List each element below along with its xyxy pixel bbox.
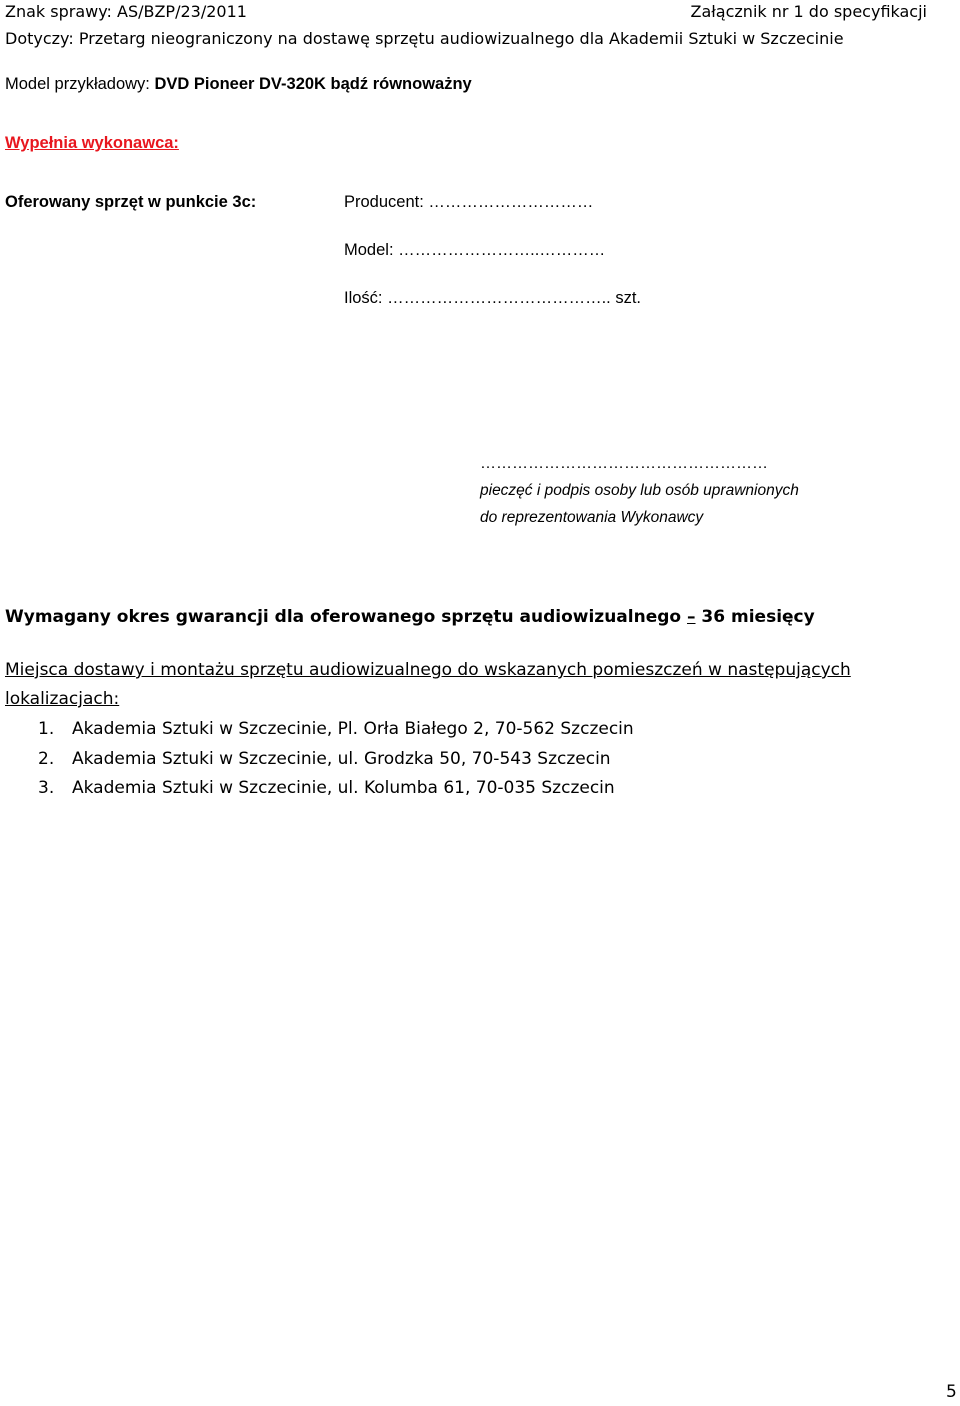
- warranty-dash: –: [687, 607, 696, 627]
- model-field: Model: ……………………..…………: [344, 241, 606, 259]
- example-model-prefix: Model przykładowy:: [5, 75, 155, 93]
- list-item-text: Akademia Sztuki w Szczecinie, ul. Grodzka 50, 70-543 Szczecin: [72, 748, 611, 769]
- attachment-label: Załącznik nr 1 do specyfikacji: [690, 2, 927, 21]
- quantity-field: Ilość: ………………………………….. szt.: [344, 289, 642, 307]
- locations-list: [38, 715, 634, 804]
- tender-subject: Dotyczy: Przetarg nieograniczony na dostawę sprzętu audiowizualnego dla Akademii Sztuki w Szczecinie: [5, 29, 844, 48]
- list-item-number: 3.: [38, 778, 55, 798]
- signature-line: ………………………………………………: [480, 455, 768, 472]
- warranty-text: Wymagany okres gwarancji dla oferowanego sprzętu audiowizualnego: [5, 607, 688, 627]
- contractor-fill-label: Wypełnia wykonawca:: [5, 134, 179, 152]
- warranty-months: 36 miesięcy: [695, 607, 815, 627]
- producer-field: Producent: …………………………: [344, 193, 594, 211]
- example-model-name: DVD Pioneer DV-320K bądź równoważny: [154, 75, 472, 93]
- list-item-text: Akademia Sztuki w Szczecinie, Pl. Orła Białego 2, 70-562 Szczecin: [72, 719, 634, 739]
- list-item: [38, 715, 634, 745]
- list-item-text: Akademia Sztuki w Szczecinie, ul. Kolumba 61, 70-035 Szczecin: [72, 778, 615, 798]
- signature-caption-line1: pieczęć i podpis osoby lub osób uprawnionych: [480, 482, 799, 499]
- warranty-period: [5, 607, 815, 627]
- example-model: [5, 75, 472, 94]
- case-number: Znak sprawy: AS/BZP/23/2011: [5, 2, 247, 21]
- page-number: 5: [946, 1382, 957, 1402]
- list-item-number: 2.: [38, 748, 55, 769]
- signature-caption-line2: do reprezentowania Wykonawcy: [480, 509, 704, 526]
- delivery-locations-intro: Miejsca dostawy i montażu sprzętu audiowizualnego do wskazanych pomieszczeń w następujących lokalizacjach:: [5, 660, 851, 709]
- offered-equipment-label: Oferowany sprzęt w punkcie 3c:: [5, 193, 257, 211]
- list-item-number: 1.: [38, 719, 55, 739]
- list-item: [38, 745, 634, 775]
- list-item: [38, 774, 634, 804]
